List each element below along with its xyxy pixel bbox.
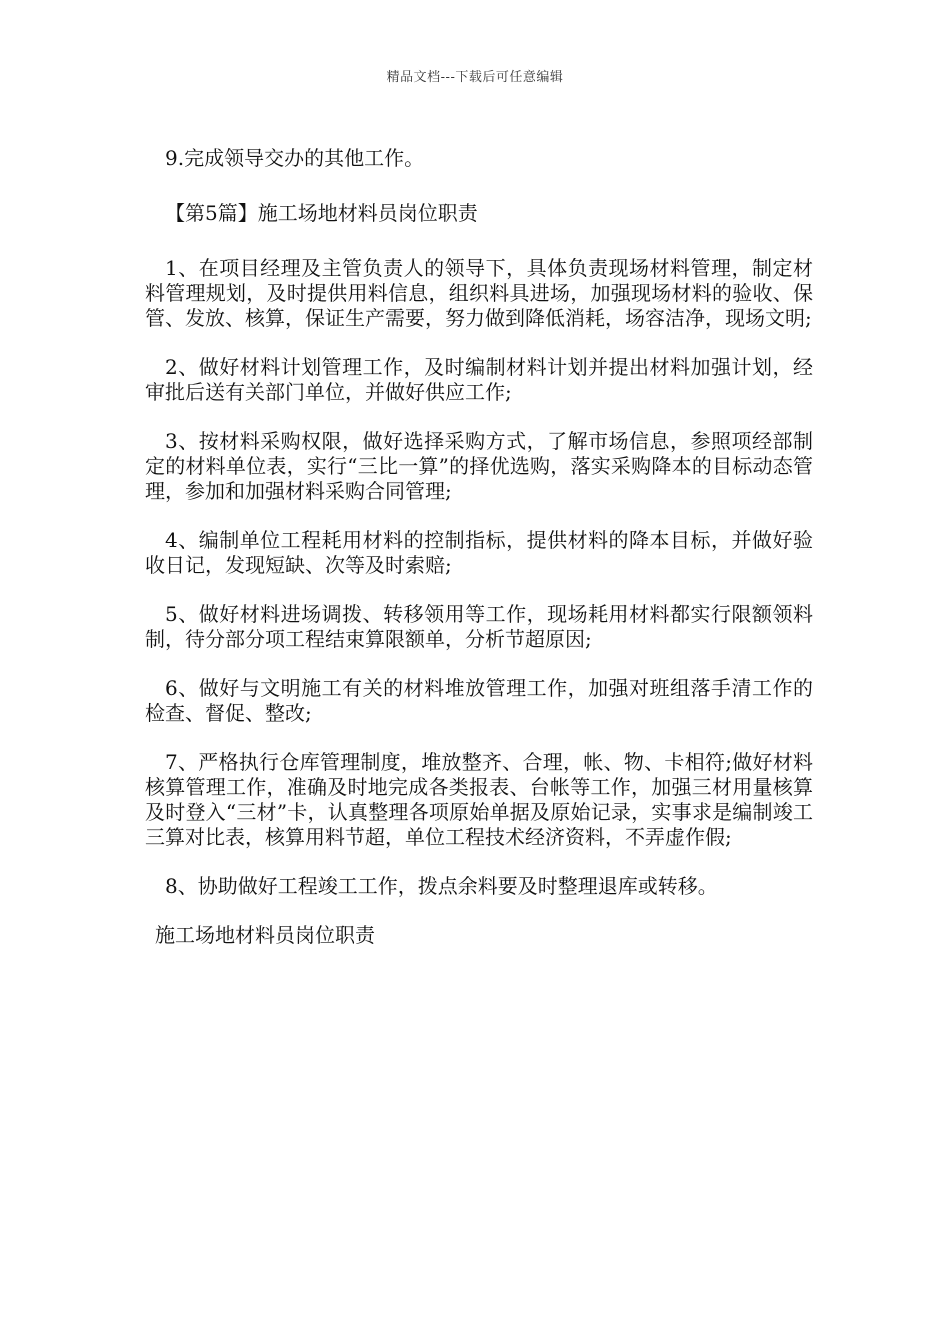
document-body — [145, 146, 813, 972]
duty-paragraph-3: 3、按材料采购权限，做好选择采购方式，了解市场信息，参照项经部制定的材料单位表，实行“三比一算”的择优选购，落实采购降本的目标动态管理，参加和加强材料采购合同管理; — [145, 429, 813, 503]
duty-paragraph-5: 5、做好材料进场调拨、转移领用等工作，现场耗用材料都实行限额领料制，待分部分项工程结束算限额单，分析节超原因; — [145, 602, 813, 651]
paragraph-item-9: 9.完成领导交办的其他工作。 — [165, 146, 425, 170]
duty-paragraph-1: 1、在项目经理及主管负责人的领导下，具体负责现场材料管理，制定材料管理规划，及时提供用料信息，组织料具进场，加强现场材料的验收、保管、发放、核算，保证生产需要，努力做到降低消耗，场容洁净，现场文明; — [145, 256, 813, 330]
duty-paragraph-6: 6、做好与文明施工有关的材料堆放管理工作，加强对班组落手清工作的检查、督促、整改; — [145, 676, 813, 725]
closing-title: 施工场地材料员岗位职责 — [155, 923, 375, 947]
header-note: 精品文档---下载后可任意编辑 — [386, 70, 564, 85]
duty-paragraph-2: 2、做好材料计划管理工作，及时编制材料计划并提出材料加强计划，经审批后送有关部门单位，并做好供应工作; — [145, 355, 813, 404]
section-title: 【第5篇】施工场地材料员岗位职责 — [165, 201, 478, 225]
duty-paragraph-7: 7、严格执行仓库管理制度，堆放整齐、合理，帐、物、卡相符;做好材料核算管理工作，准确及时地完成各类报表、台帐等工作，加强三材用量核算及时登入“三材”卡，认真整理各项原始单据及原始记录，实事求是编制竣工三算对比表，核算用料节超，单位工程技术经济资料，不弄虚作假; — [145, 750, 813, 849]
duty-paragraph-4: 4、编制单位工程耗用材料的控制指标，提供材料的降本目标，并做好验收日记，发现短缺、次等及时索赔; — [145, 528, 813, 577]
duty-paragraph-8: 8、协助做好工程竣工工作，拨点余料要及时整理退库或转移。 — [165, 874, 718, 898]
